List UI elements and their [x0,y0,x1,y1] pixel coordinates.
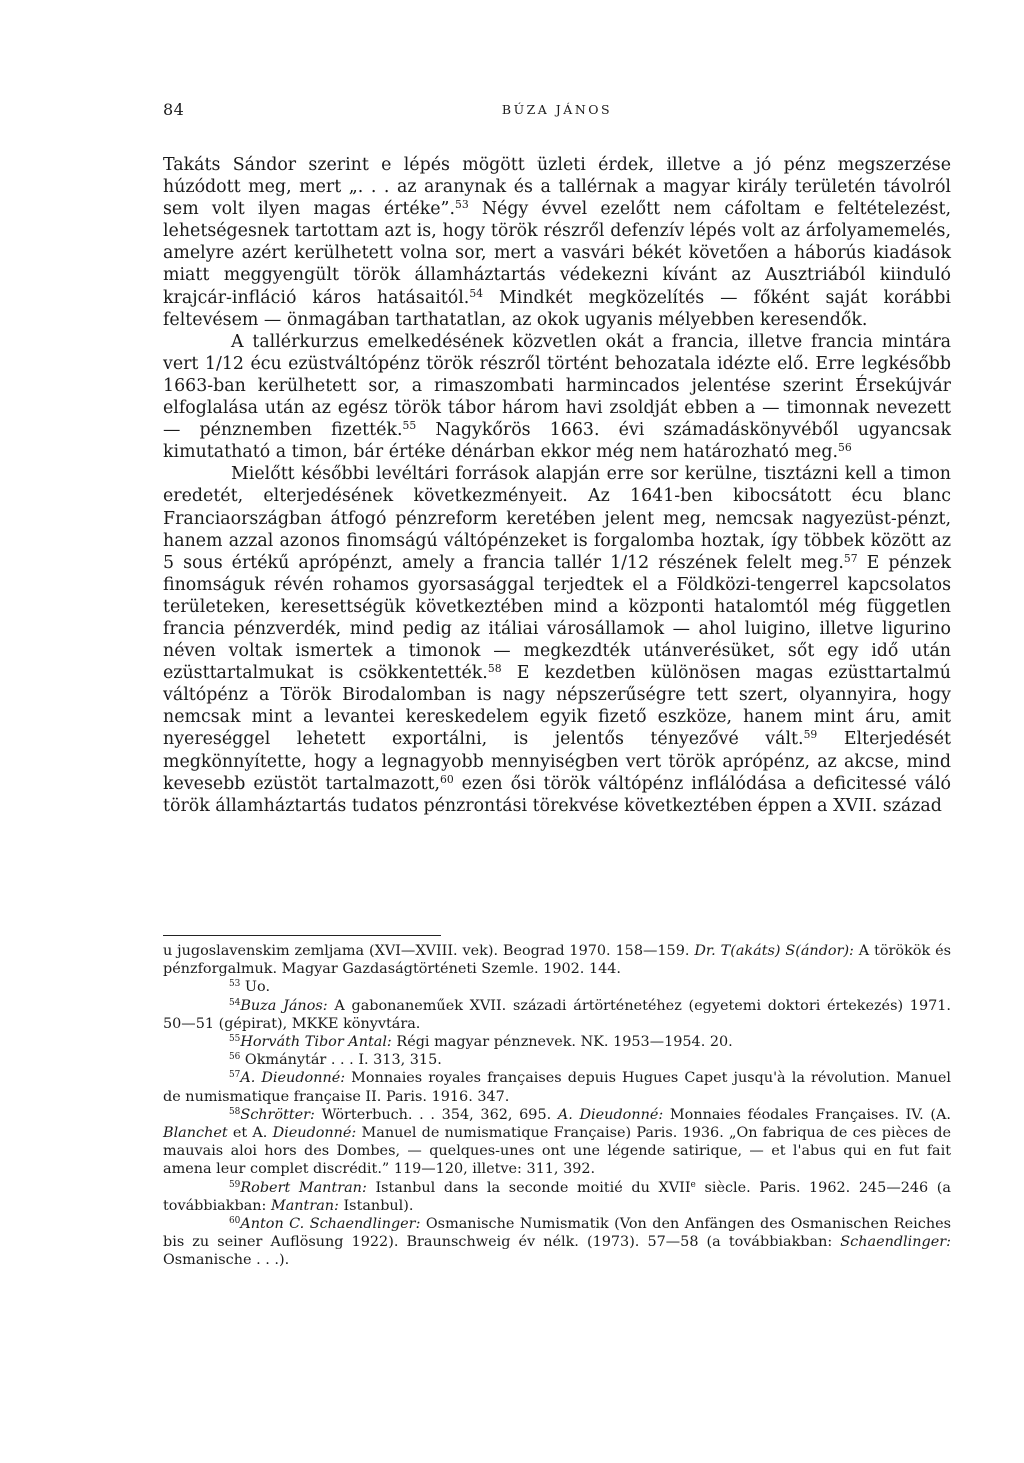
footnote-ref: 54 [469,286,484,300]
paragraph-2 [163,331,951,464]
footnote-author: Mantran: [270,1197,339,1214]
paragraph-text: E kezdetben különösen magas ezüsttartalmú váltópénz a Török Birodalomban is nagy népszerűségre tett szert, olyannyira, hogy nemcsak mint a levantei kereskedelem egyik fizető eszköze, hanem mint áru, amit nyereséggel lehetett exportálni, is jelentős tényezővé vált. [163,663,951,750]
paragraph-3 [163,463,951,817]
footnote-number: 58 [229,1106,241,1117]
footnote-text: Osmanische Numismatik (Von den Anfängen des Osmanischen Reiches bis zu seiner Auflösung 1922). Braunschweig év nélk. (1973). 57—58 (a továbbiakban: [163,1216,951,1251]
paragraph-text: Elterjedését megkönnyítette, hogy a legnagyobb mennyiségben vert török aprópénz, az akcse, mind kevesebb ezüstöt tartalmazott, [163,729,951,794]
footnote-number: 55 [229,1034,241,1045]
footnote-continued [163,942,951,978]
footnote-text: A törökök és pénzforgalmuk. Magyar Gazdaságtörténeti Szemle. 1902. 144. [163,943,951,978]
paragraph-text: E pénzek finomságuk révén rohamos gyorsasággal terjedtek el a Földközi-tengerrel kapcsolatos területeken, keresettségük következtében mind a központi hatalomtól még független francia pénzverdék, mind pedig az itáliai városállamok — ahol luigino, illetve ligurino néven voltak ismertek a timonok — megkezdték utánverésüket, sőt egy idő után ezüsttartalmukat is csökkentették. [163,552,951,684]
footnote-number: 57 [229,1070,241,1081]
footnote-number: 54 [229,997,241,1008]
running-head: BÚZA JÁNOS [501,102,613,117]
footnote-author: Schrötter: [240,1106,315,1123]
footnote-text: Wörterbuch. . . 354, 362, 695. [314,1106,558,1123]
footnote-57 [163,1069,951,1105]
footnote-author: Schaendlinger: [840,1234,951,1251]
footnote-59 [163,1179,951,1215]
footnote-number: 53 [229,979,241,990]
footnote-60 [163,1215,951,1270]
footnote-number: 56 [229,1052,241,1063]
footnote-text: Istanbul). [338,1197,414,1214]
footnote-author: Robert Mantran: [240,1179,367,1196]
paragraph-1 [163,154,951,331]
footnote-text: Osmanische . . .). [163,1252,290,1269]
footnote-text: Monnaies royales françaises depuis Hugues Capet jusqu'à la révolution. Manuel de numismatique française II. Paris. 1916. 347. [163,1070,951,1105]
page-number: 84 [163,100,185,119]
footnote-56 [163,1051,951,1069]
paragraph-text: Mindkét megközelítés — főként saját korábbi feltevésem — önmagában tarthatatlan, az okok ugyanis mélyebben keresendők. [163,287,951,330]
paragraph-text: Nagykőrös 1663. évi számadáskönyvéből ugyancsak kimutatható a timon, bár értéke dénárban ekkor még nem határozható meg. [163,420,952,463]
footnote-ref: 53 [454,198,469,212]
footnotes [163,942,951,1270]
footnote-divider [163,935,441,936]
footnote-text: et A. [227,1125,273,1142]
footnote-58 [163,1106,951,1179]
footnote-number: 59 [229,1179,241,1190]
footnote-text: A gabonaneműek XVII. századi ártörténetéhez (egyetemi doktori értekezés) 1971. 50—51 (gépirat), MKKE könyvtára. [163,997,952,1032]
paragraph-text: A tallérkurzus emelkedésének közvetlen okát a francia, illetve francia mintára vert 1/12 écu ezüstváltópénz török részről történt behozatala idézte elő. Erre legkésőbb 1663-ban kerülhetett sor, a rimaszombati harmincados jelentése szerint Érsekújvár elfoglalása után az egész török tábor három havi zsoldját ebben a — timonnak nevezett — pénznemben fizették. [163,331,951,441]
footnote-ref: 56 [837,441,852,455]
footnote-54 [163,997,951,1033]
footnote-author: Horváth Tibor Antal: [240,1034,392,1051]
paragraph-text: ezen ősi török váltópénz inflálódása a deficitessé váló török államháztartás tudatos pénzrontási törekvése következtében éppen a XVII. század [163,773,951,816]
paragraph-text: Takáts Sándor szerint e lépés mögött üzleti érdek, illetve a jó pénz megszerzése húzódott meg, mert „. . . az aranynak és a tallérnak a magyar király területén távolról sem volt ilyen magas értéke”. [163,155,951,220]
paragraph-text: Négy évvel ezelőtt nem cáfoltam e feltételezést, lehetségesnek tartottam azt is, hogy török részről defenzív lépés volt az árfolyamemelés, amelyre azért kerülhetett volna sor, mert a vasvári békét követően a háborús kiadások miatt meggyengült török államháztartás védekezni kívánt az Ausztriából kiinduló krajcár-infláció káros hatásaitól. [163,199,951,308]
footnote-55 [163,1033,951,1051]
footnote-text: u jugoslavenskim zemljama (XVI—XVIII. vek). Beograd 1970. 158—159. [163,943,695,959]
footnote-author: A. Dieudonné: [557,1106,664,1123]
body-text [163,154,951,817]
footnote-ref: 58 [487,662,502,676]
footnote-author: Dr. T(akáts) S(ándor): [694,943,854,959]
footnote-author: Buza János: [240,997,328,1014]
footnote-author: A. Dieudonné: [240,1070,346,1087]
footnote-author: Dieudonné: [272,1125,357,1142]
footnote-text: Uo. [240,979,271,996]
footnote-author: Blanchet [163,1125,228,1142]
footnote-text: siècle. Paris. 1962. 245—246 (a továbbiakban: [163,1179,952,1214]
footnote-text: Monnaies féodales Françaises. IV. (A. [663,1106,951,1123]
footnote-ref: 59 [803,728,818,742]
footnote-ref: 55 [402,419,417,433]
footnote-53 [163,978,951,996]
superscript: e [690,1179,696,1190]
footnote-text: Manuel de numismatique Française) Paris. 1936. „On fabriqua de ces pièces de mauvais aloi hors des Dombes, — quelques-unes ont une légende satirique, — et l'abus qui en fut fait amena leur complet discrédit.” 119—120, illetve: 311, 392. [163,1125,951,1178]
footnote-ref: 60 [439,772,454,786]
footnote-number: 60 [229,1216,241,1227]
paragraph-text: Mielőtt későbbi levéltári források alapján erre sor kerülne, tisztázni kell a timon eredetét, elterjedésének következményeit. Az 1641-ben kibocsátott écu blanc Franciaországban átfogó pénzreform keretében jelent meg, nemcsak nagyezüst-pénzt, hanem azzal azonos finomságú váltópénzeket is forgalomba hoztak, így többek között az 5 sous értékű aprópénzt, amely a francia tallér 1/12 részének felelt meg. [163,464,951,573]
footnote-text: Okmánytár . . . I. 313, 315. [240,1052,442,1069]
footnote-author: Anton C. Schaendlinger: [240,1216,421,1233]
footnote-text: Istanbul dans la seconde moitié du XVII [366,1179,691,1196]
page-header [163,100,951,122]
footnote-text: Régi magyar pénznevek. NK. 1953—1954. 20. [391,1034,733,1051]
footnote-ref: 57 [843,551,858,565]
